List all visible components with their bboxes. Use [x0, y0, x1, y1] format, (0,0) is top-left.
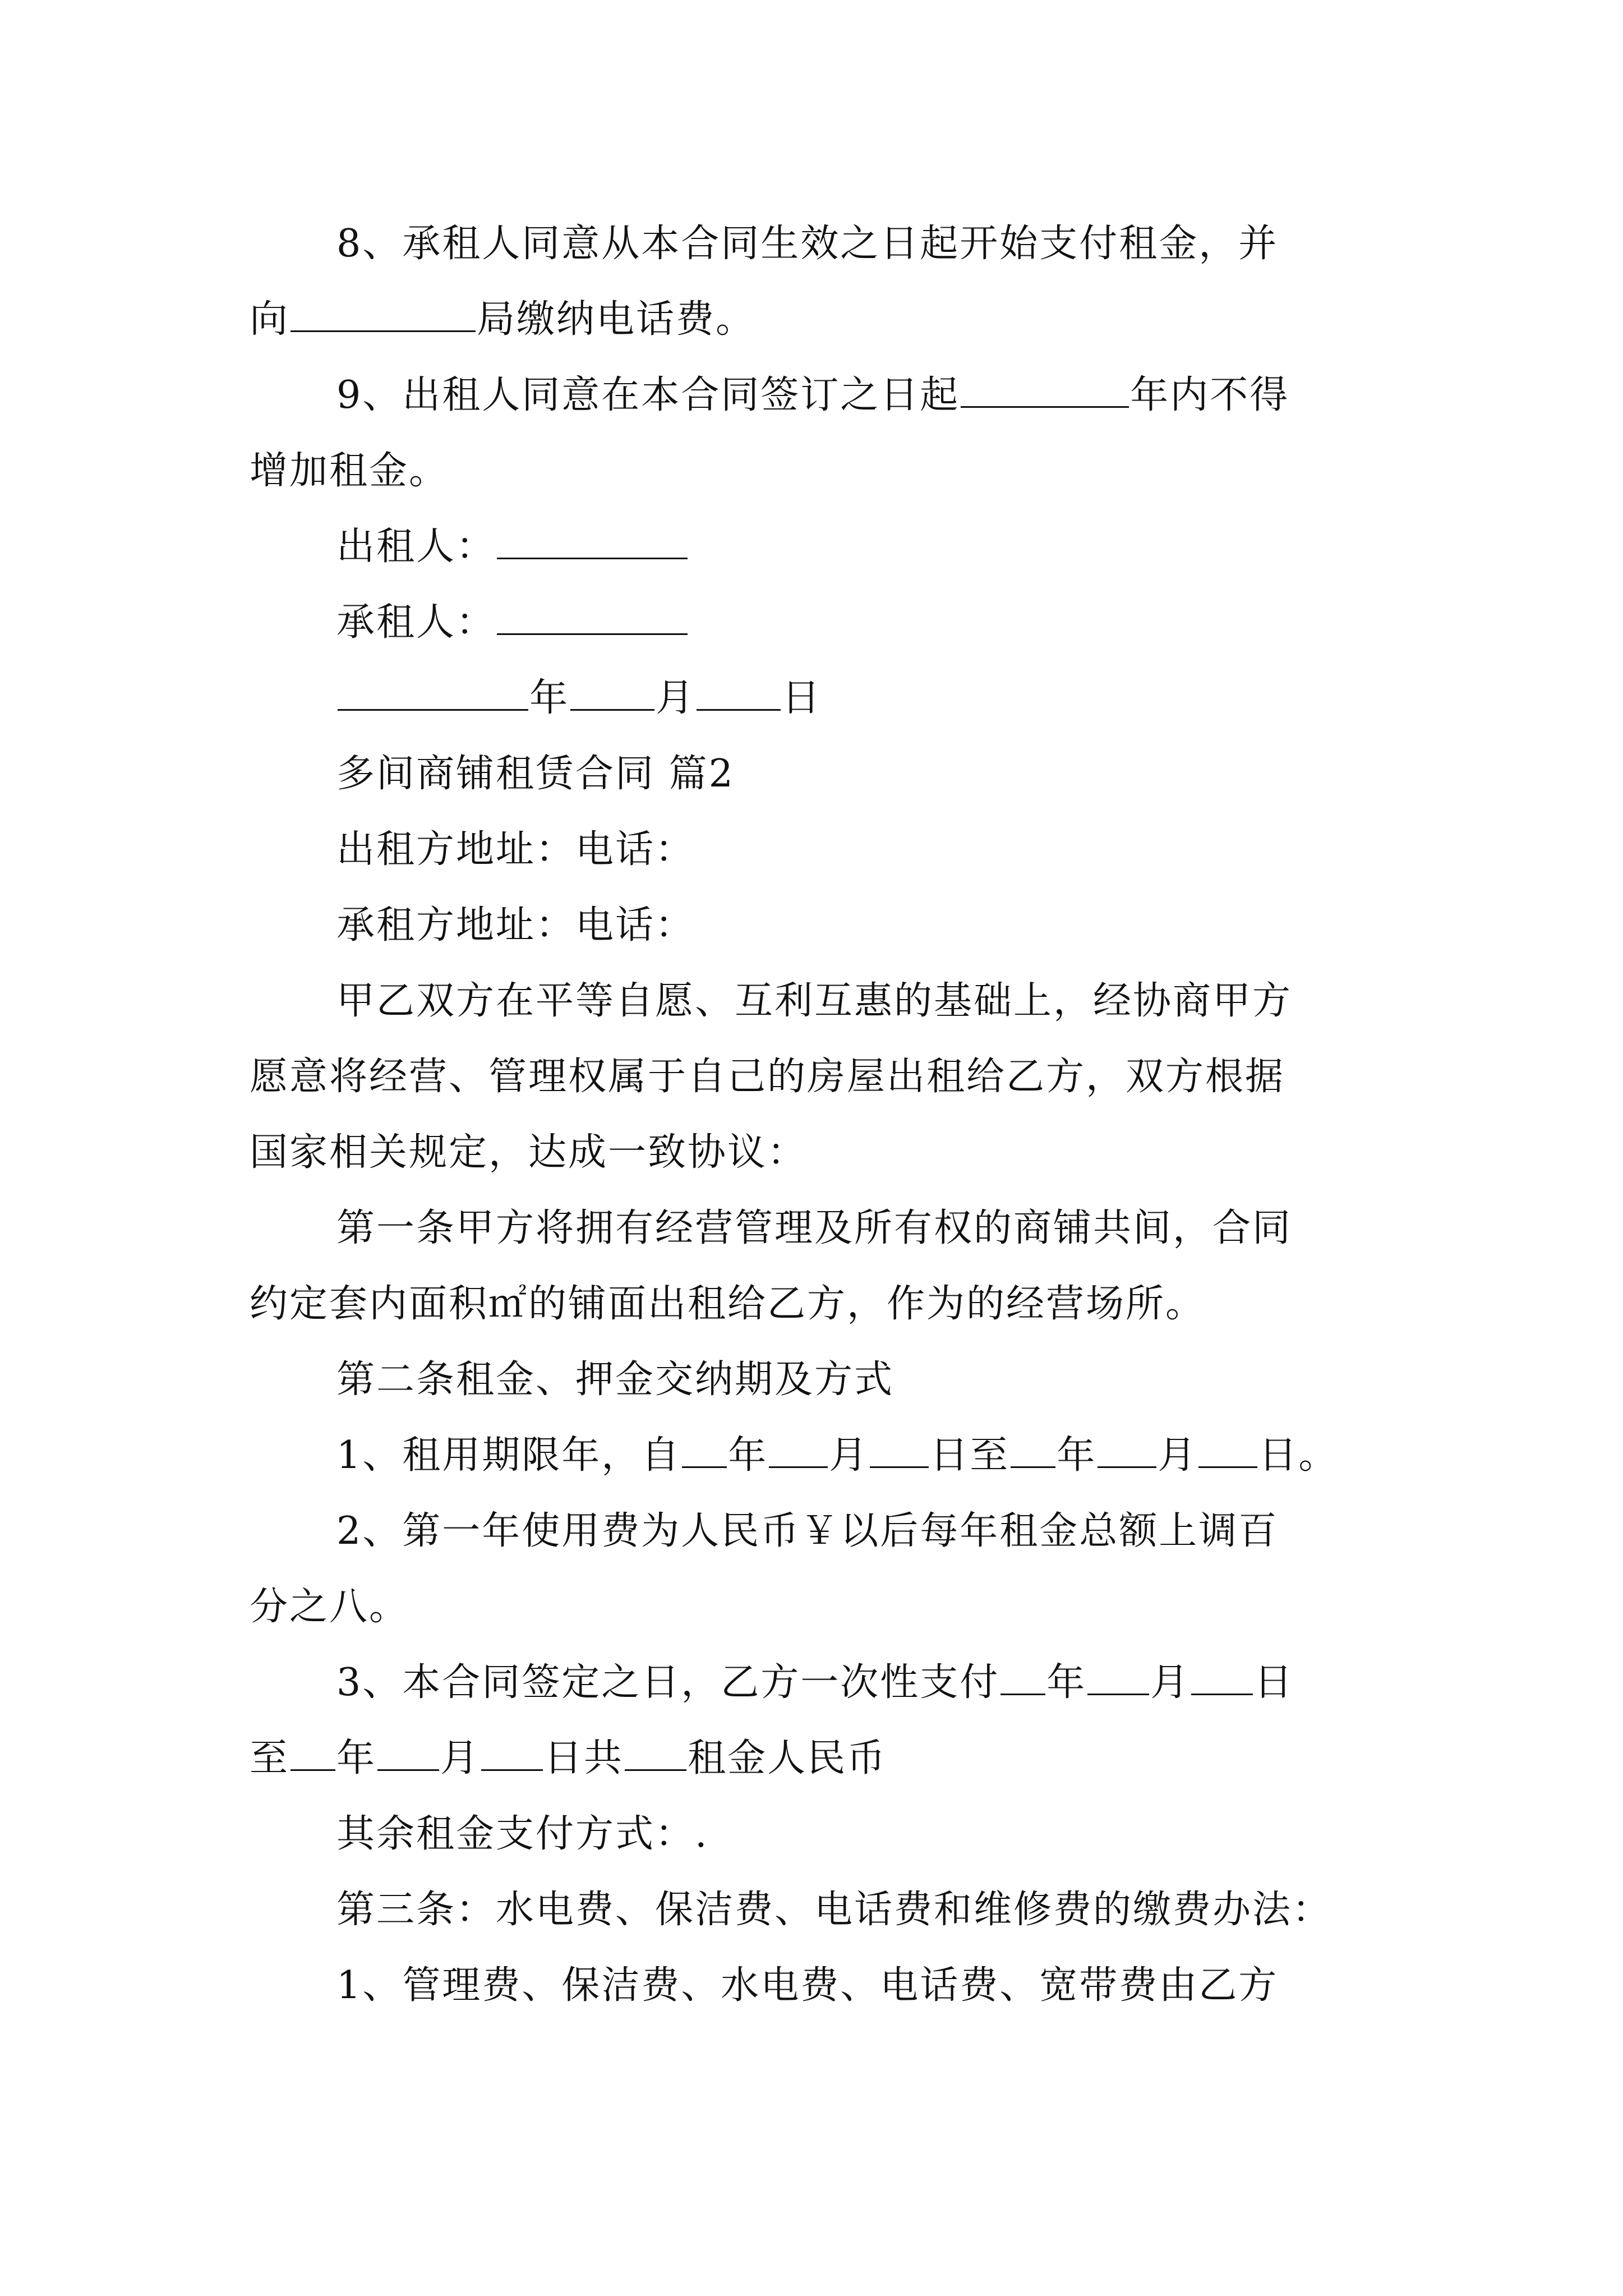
lessor-address-line — [336, 827, 695, 872]
text-run: 月 — [1158, 1433, 1198, 1478]
fill-blank — [1000, 1661, 1045, 1695]
article-1-line-2 — [250, 1282, 1205, 1327]
fill-blank — [961, 374, 1129, 408]
preamble-line-3 — [250, 1130, 807, 1175]
clause-9-line-1 — [336, 373, 1289, 418]
fill-blank — [1011, 1434, 1055, 1468]
text-run: 3、本合同签定之日，乙方一次性支付 — [336, 1660, 1000, 1705]
text-run: 约定套内面积㎡的铺面出租给乙方，作为的经营场所。 — [250, 1282, 1206, 1326]
text-run: 年 — [529, 676, 570, 720]
fill-blank — [497, 525, 688, 559]
fill-blank — [682, 1434, 727, 1468]
text-run: 年内不得 — [1130, 373, 1290, 417]
text-run: 其余租金支付方式：. — [336, 1812, 709, 1856]
text-run: 承租方地址：电话： — [336, 903, 695, 947]
fill-blank — [1098, 1434, 1156, 1468]
text-run: 日 — [782, 676, 822, 720]
text-run: 1、租用期限年，自 — [336, 1433, 681, 1478]
text-run: 日。 — [1258, 1433, 1339, 1478]
clause-8-line-1 — [336, 222, 1278, 266]
text-run: 1、管理费、保洁费、水电费、电话费、宽带费由乙方 — [336, 1963, 1279, 2008]
text-run: 局缴纳电话费。 — [477, 297, 756, 342]
text-run: 年 — [1057, 1433, 1097, 1478]
lessee-signature-line — [336, 600, 689, 645]
fill-blank — [338, 677, 528, 711]
text-run: 9、出租人同意在本合同签订之日起 — [336, 373, 960, 417]
article-2-item-2-line-1 — [336, 1509, 1278, 1554]
text-run: 2、第一年使用费为人民币￥以后每年租金总额上调百 — [336, 1509, 1279, 1553]
text-run: 年 — [1046, 1660, 1087, 1705]
fill-blank — [1087, 1661, 1149, 1695]
text-run: 第一条甲方将拥有经营管理及所有权的商铺共间，合同 — [336, 1206, 1293, 1250]
fill-blank — [291, 1737, 335, 1771]
text-run: 第二条租金、押金交纳期及方式 — [336, 1358, 895, 1402]
fill-blank — [481, 1737, 543, 1771]
article-2-item-3-line-2 — [250, 1736, 887, 1781]
fill-blank — [870, 1434, 929, 1468]
text-run: 多间商铺租赁合同 篇2 — [336, 752, 735, 796]
remaining-rent-line — [336, 1812, 709, 1857]
text-run: 向 — [250, 297, 290, 342]
text-run: 日 — [1254, 1660, 1294, 1705]
date-line — [336, 676, 822, 721]
text-run: 国家相关规定，达成一致协议： — [250, 1130, 808, 1175]
section-title — [336, 752, 735, 797]
text-run: 月 — [1150, 1660, 1191, 1705]
fill-blank — [1198, 1434, 1257, 1468]
text-run: 日共 — [544, 1736, 624, 1780]
preamble-line-2 — [250, 1055, 1285, 1099]
preamble-line-1 — [336, 979, 1292, 1024]
fill-blank — [697, 677, 781, 711]
article-3-item-1 — [336, 1963, 1278, 2008]
text-run: 承租人： — [336, 600, 496, 645]
article-2-heading — [336, 1358, 894, 1402]
lessee-address-line — [336, 903, 695, 948]
text-run: 甲乙双方在平等自愿、互利互惠的基础上，经协商甲方 — [336, 979, 1293, 1023]
text-run: 月 — [829, 1433, 869, 1478]
fill-blank — [497, 601, 688, 635]
fill-blank — [625, 1737, 686, 1771]
text-run: 8、承租人同意从本合同生效之日起开始支付租金，并 — [336, 222, 1279, 266]
text-run: 月 — [440, 1736, 481, 1780]
fill-blank — [570, 677, 654, 711]
fill-blank — [291, 298, 476, 332]
clause-8-line-2 — [250, 297, 755, 342]
fill-blank — [1191, 1661, 1253, 1695]
text-run: 年 — [336, 1736, 377, 1780]
text-run: 至 — [250, 1736, 290, 1780]
fill-blank — [769, 1434, 828, 1468]
article-2-item-2-line-2 — [250, 1585, 409, 1630]
article-3-heading — [336, 1888, 1332, 1932]
fill-blank — [377, 1737, 439, 1771]
article-2-item-1 — [336, 1433, 1338, 1478]
text-run: 增加租金。 — [250, 449, 449, 493]
clause-9-line-2 — [250, 449, 449, 494]
article-2-item-3-line-1 — [336, 1660, 1294, 1705]
text-run: 第三条：水电费、保洁费、电话费和维修费的缴费办法： — [336, 1888, 1332, 1932]
text-run: 月 — [656, 676, 696, 720]
article-1-line-1 — [336, 1206, 1292, 1251]
text-run: 租金人民币 — [688, 1736, 887, 1780]
text-run: 年 — [728, 1433, 768, 1478]
text-run: 出租人： — [336, 524, 496, 569]
lessor-signature-line — [336, 524, 689, 569]
text-run: 分之八。 — [250, 1585, 409, 1629]
text-run: 日至 — [930, 1433, 1010, 1478]
text-run: 愿意将经营、管理权属于自己的房屋出租给乙方，双方根据 — [250, 1055, 1285, 1099]
text-run: 出租方地址：电话： — [336, 827, 695, 872]
